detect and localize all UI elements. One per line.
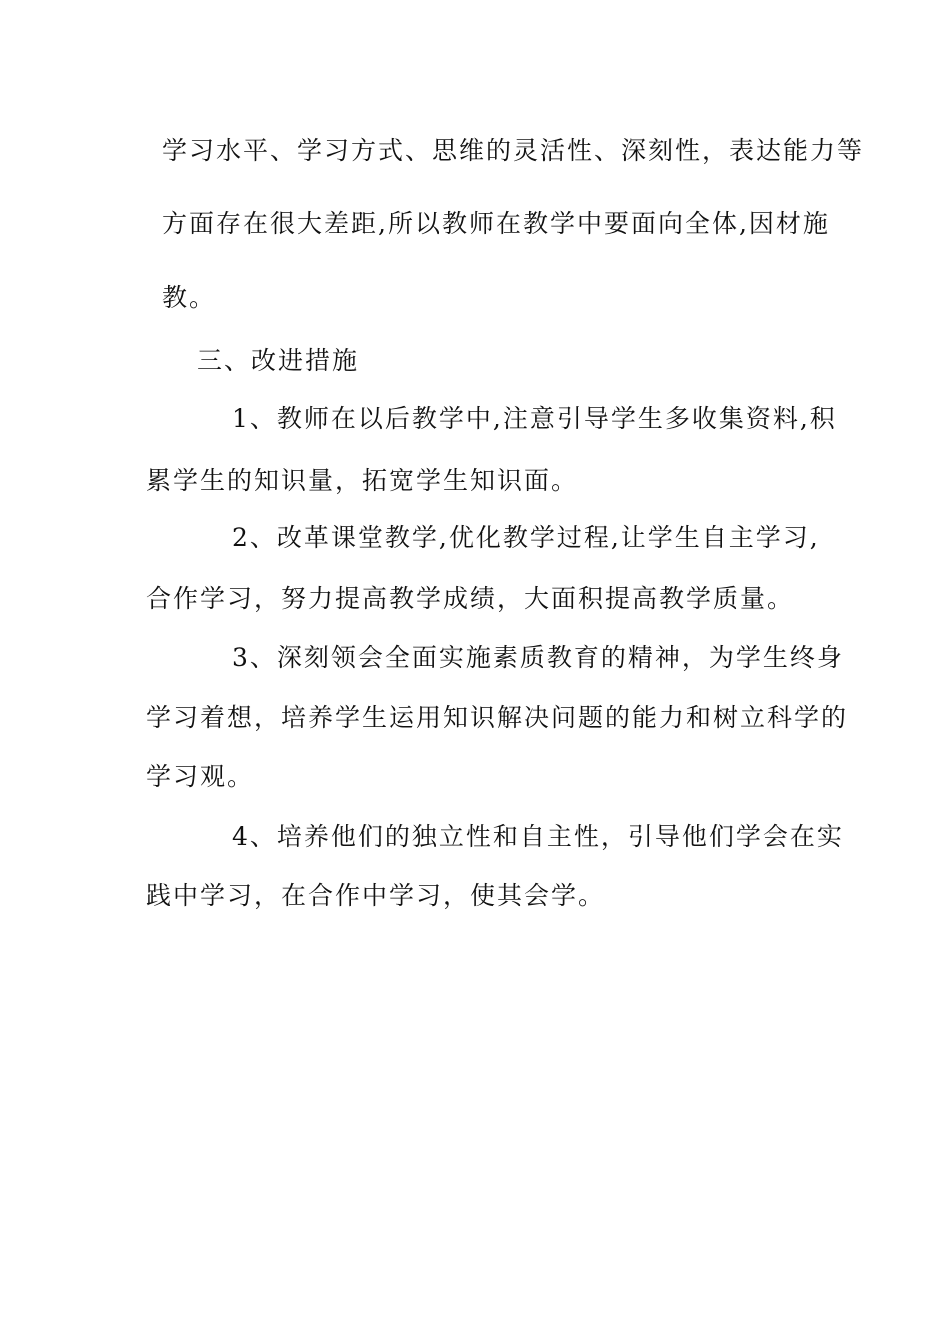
measure-3-line-2: 学习着想，培养学生运用知识解决问题的能力和树立科学的	[146, 703, 849, 732]
measure-2-line-2: 合作学习，努力提高教学成绩，大面积提高教学质量。	[146, 584, 795, 613]
measure-1-line-1: 1、教师在以后教学中,注意引导学生多收集资料,积	[232, 404, 837, 433]
measure-4-line-1: 4、培养他们的独立性和自主性，引导他们学会在实	[232, 822, 844, 851]
intro-line-2: 方面存在很大差距,所以教师在教学中要面向全体,因材施	[162, 209, 830, 238]
measure-3-line-1: 3、深刻领会全面实施素质教育的精神，为学生终身	[232, 643, 844, 672]
measure-4-line-2: 践中学习，在合作中学习，使其会学。	[146, 881, 606, 910]
section-heading: 三、改进措施	[197, 346, 360, 375]
measure-2-line-1: 2、改革课堂教学,优化教学过程,让学生自主学习,	[232, 523, 820, 552]
intro-line-1: 学习水平、学习方式、思维的灵活性、深刻性，表达能力等	[162, 136, 865, 165]
measure-1-line-2: 累学生的知识量，拓宽学生知识面。	[146, 466, 579, 495]
intro-line-3: 教。	[162, 283, 217, 312]
measure-3-line-3: 学习观。	[146, 762, 255, 791]
